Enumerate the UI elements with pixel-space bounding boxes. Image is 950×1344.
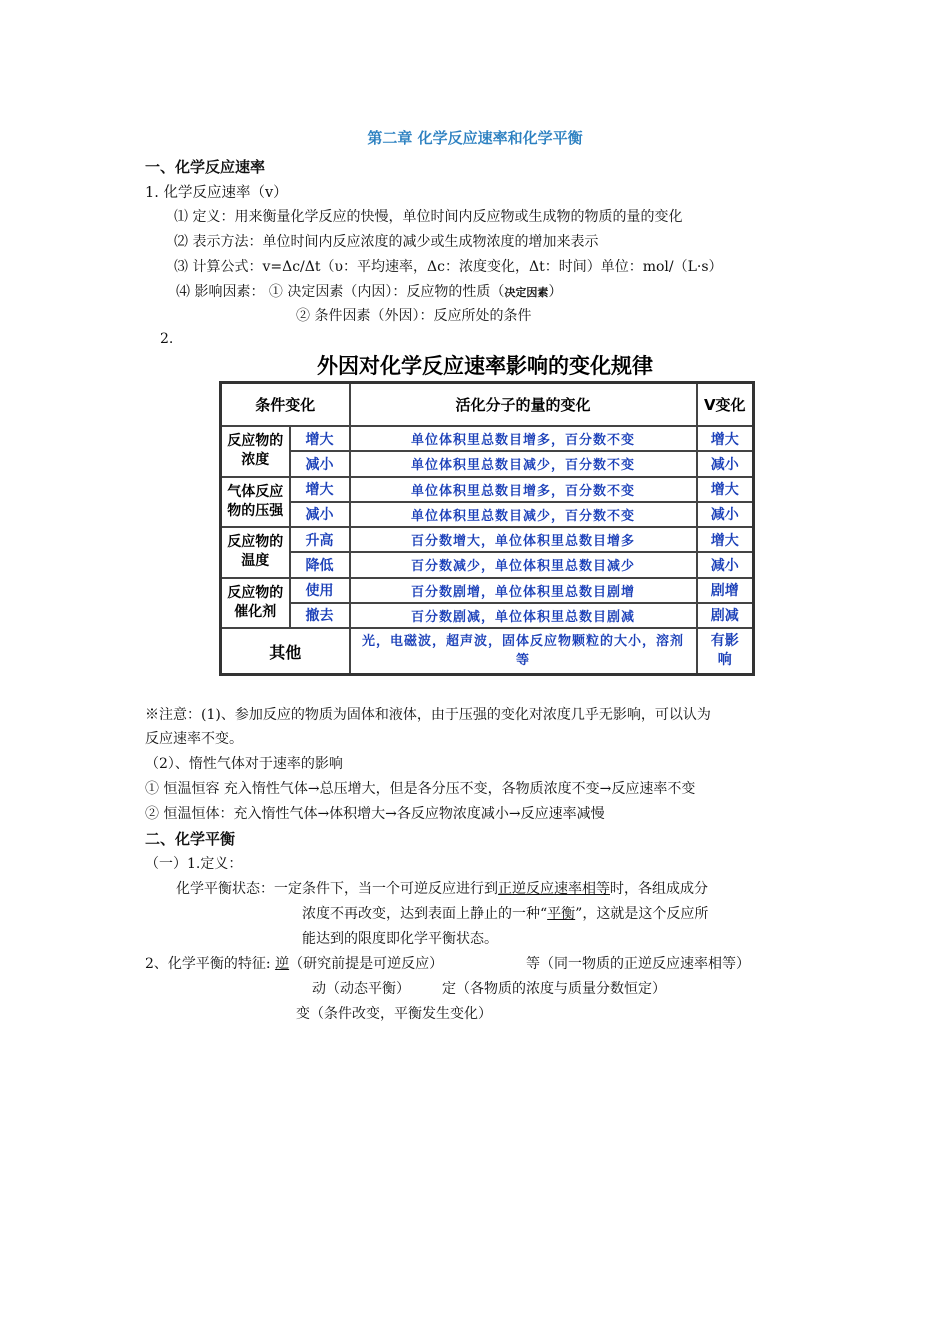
change-cell: 使用 — [290, 578, 350, 603]
feature-ni: 逆 — [275, 956, 290, 972]
rate-formula: ⑶ 计算公式：v=Δc/Δt（υ：平均速率，Δc：浓度变化，Δt：时间）单位：mol/（L·s） — [174, 259, 723, 275]
feature-dong: 动（动态平衡） — [312, 981, 410, 997]
factor-cell: 反应物的催化剂 — [221, 578, 290, 629]
def-line2-tail: ”，这就是这个反应所 — [575, 906, 709, 922]
effect-cell: 百分数减少，单位体积里总数目减少 — [350, 552, 697, 577]
effect-cell: 单位体积里总数目增多，百分数不变 — [350, 477, 697, 502]
note-2: （2）、惰性气体对于速率的影响 — [145, 756, 343, 772]
table-title: 外因对化学反应速率影响的变化规律 — [317, 354, 653, 378]
page-title: 第二章 化学反应速率和化学平衡 — [367, 129, 583, 147]
item-2: 2. — [160, 331, 174, 347]
table-row — [221, 552, 754, 577]
header-activated-molecules: 活化分子的量的变化 — [350, 383, 697, 427]
equilibrium-features-line1 — [145, 953, 443, 973]
note-2a: ① 恒温恒容 充入惰性气体→总压增大，但是各分压不变，各物质浓度不变→反应速率不变 — [145, 781, 696, 797]
rate-factors-text: ⑷ 影响因素： ① 决定因素（内因）：反应物的性质（ — [176, 284, 505, 300]
change-cell: 升高 — [290, 527, 350, 552]
def-line1-underlined: 正逆反应速率相等 — [498, 881, 610, 897]
change-cell: 减小 — [290, 451, 350, 476]
v-cell: 增大 — [697, 527, 754, 552]
def-line1-text: 化学平衡状态：一定条件下，当一个可逆反应进行到 — [176, 881, 498, 897]
factor-cell: 反应物的浓度 — [221, 426, 290, 477]
other-v: 有影响 — [697, 628, 754, 675]
item-rate: 1. 化学反应速率（v） — [145, 185, 288, 201]
def-line1-tail: 时，各组成成分 — [610, 881, 708, 897]
features-label: 2、化学平衡的特征: — [145, 956, 276, 972]
table-row — [221, 578, 754, 603]
table-row — [221, 603, 754, 628]
rate-factors-tag: 决定因素 — [504, 286, 549, 299]
rate-factors — [176, 281, 562, 301]
def-line2-text: 浓度不再改变，达到表面上静止的一种“ — [302, 906, 548, 922]
change-cell: 撤去 — [290, 603, 350, 628]
v-cell: 增大 — [697, 477, 754, 502]
change-cell: 增大 — [290, 477, 350, 502]
note-1b: 反应速率不变。 — [145, 731, 243, 747]
equilibrium-definition-line2 — [302, 903, 708, 923]
note-1a: ※注意：(1)、参加反应的物质为固体和液体，由于压强的变化对浓度几乎无影响，可以认为 — [145, 707, 711, 723]
change-cell: 降低 — [290, 552, 350, 577]
v-cell: 减小 — [697, 502, 754, 527]
v-cell: 剧增 — [697, 578, 754, 603]
feature-bian: 变（条件改变，平衡发生变化） — [296, 1006, 492, 1022]
feature-ding: 定（各物质的浓度与质量分数恒定） — [442, 981, 666, 997]
table-row — [221, 451, 754, 476]
effect-cell: 单位体积里总数目减少，百分数不变 — [350, 502, 697, 527]
v-cell: 剧减 — [697, 603, 754, 628]
other-effect: 光，电磁波，超声波，固体反应物颗粒的大小，溶剂等 — [350, 628, 697, 675]
factor-cell: 反应物的温度 — [221, 527, 290, 578]
section-heading-equilibrium: 二、化学平衡 — [145, 830, 236, 848]
section-heading-rate: 一、化学反应速率 — [145, 158, 266, 176]
change-cell: 减小 — [290, 502, 350, 527]
table-header-row — [221, 383, 754, 427]
table-row — [221, 502, 754, 527]
table-row-other — [221, 628, 754, 675]
rate-factors-close: ） — [548, 284, 563, 300]
table-row — [221, 477, 754, 502]
factor-cell: 气体反应物的压强 — [221, 477, 290, 528]
equilibrium-definition-line1 — [176, 878, 708, 898]
def-line2-underlined: 平衡 — [547, 906, 576, 922]
feature-ni-desc: （研究前提是可逆反应） — [289, 956, 444, 972]
note-2b: ② 恒温恒体：充入惰性气体→体积增大→各反应物浓度减小→反应速率减慢 — [145, 806, 605, 822]
table-row — [221, 426, 754, 451]
rules-table — [219, 381, 755, 676]
rate-factors-external: ② 条件因素（外因）：反应所处的条件 — [296, 308, 532, 324]
change-cell: 增大 — [290, 426, 350, 451]
header-condition: 条件变化 — [221, 383, 350, 427]
rate-definition: ⑴ 定义：用来衡量化学反应的快慢，单位时间内反应物或生成物的物质的量的变化 — [174, 209, 683, 225]
effect-cell: 百分数增大，单位体积里总数目增多 — [350, 527, 697, 552]
v-cell: 减小 — [697, 451, 754, 476]
effect-cell: 百分数剧增，单位体积里总数目剧增 — [350, 578, 697, 603]
v-cell: 减小 — [697, 552, 754, 577]
table-row — [221, 527, 754, 552]
v-cell: 增大 — [697, 426, 754, 451]
header-v-change: V变化 — [697, 383, 754, 427]
equilibrium-definition-label: （一）1.定义： — [145, 856, 243, 872]
other-label: 其他 — [221, 628, 350, 675]
feature-deng: 等（同一物质的正逆反应速率相等） — [526, 956, 750, 972]
effect-cell: 百分数剧减，单位体积里总数目剧减 — [350, 603, 697, 628]
rate-representation: ⑵ 表示方法：单位时间内反应浓度的减少或生成物浓度的增加来表示 — [174, 234, 599, 250]
equilibrium-definition-line3: 能达到的限度即化学平衡状态。 — [302, 931, 498, 947]
effect-cell: 单位体积里总数目增多，百分数不变 — [350, 426, 697, 451]
effect-cell: 单位体积里总数目减少，百分数不变 — [350, 451, 697, 476]
